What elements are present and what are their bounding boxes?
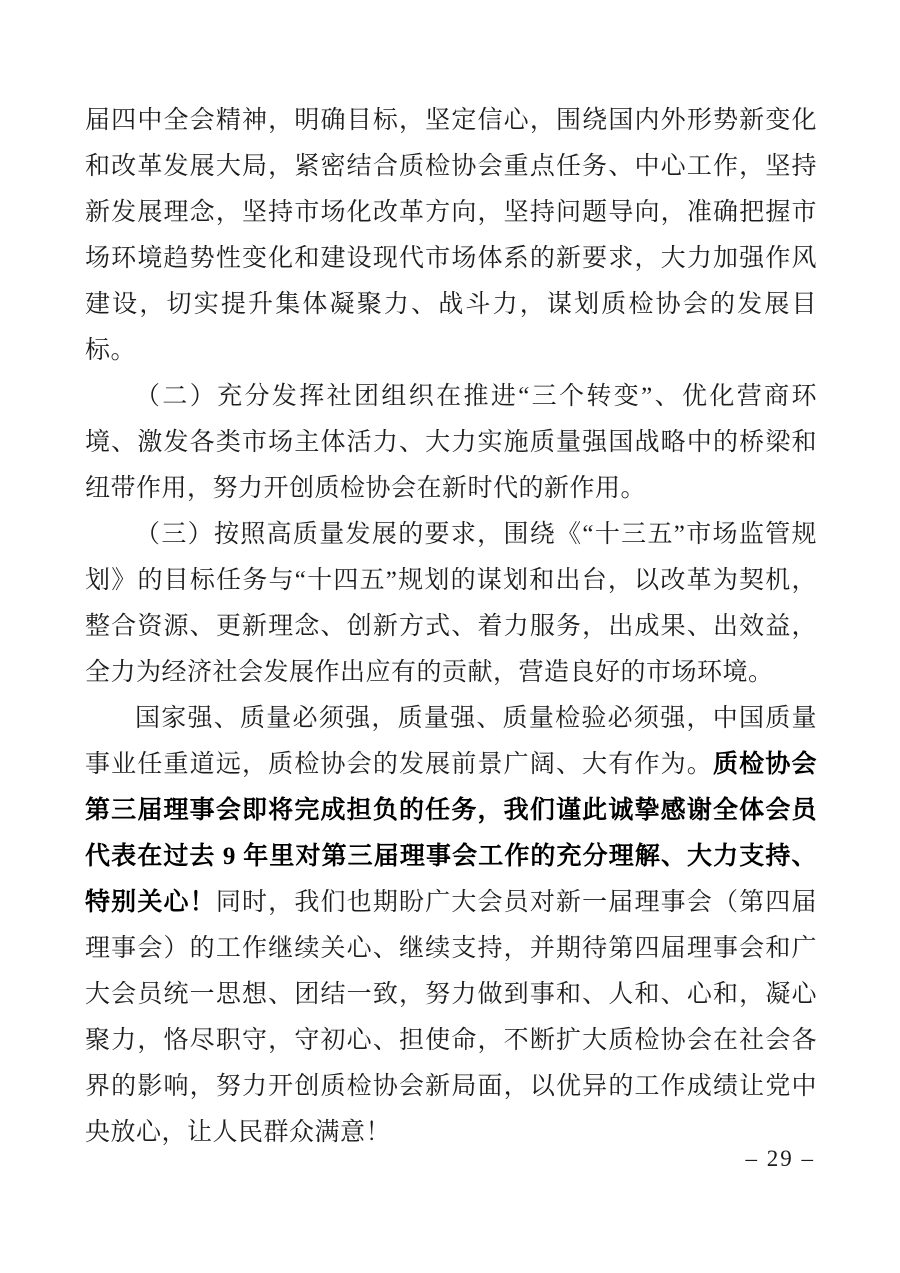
body-text: （三）按照高质量发展的要求，围绕《“十三五”市场监管规划》的目标任务与“十四五”规划的谋划和出台，以改革为契机，整合资源、更新理念、创新方式、着力服务，出成果、出效益，全力为经济社会发展作出应有的贡献，营造良好的市场环境。 bbox=[85, 521, 817, 686]
paragraph bbox=[85, 98, 817, 374]
body-text: 同时，我们也期盼广大会员对新一届理事会（第四届理事会）的工作继续关心、继续支持，并期待第四届理事会和广大会员统一思想、团结一致，努力做到事和、人和、心和，凝心聚力，恪尽职守，守初心、担使命，不断扩大质检协会在社会各界的影响，努力开创质检协会新局面，以优异的工作成绩让党中央放心，让人民群众满意！ bbox=[85, 889, 817, 1146]
body-text: 届四中全会精神，明确目标，坚定信心，围绕国内外形势新变化和改革发展大局，紧密结合质检协会重点任务、中心工作，坚持新发展理念，坚持市场化改革方向，坚持问题导向，准确把握市场环境趋势性变化和建设现代市场体系的新要求，大力加强作风建设，切实提升集体凝聚力、战斗力，谋划质检协会的发展目标。 bbox=[85, 107, 817, 364]
body-text: 国家强、质量必须强，质量强、质量检验必须强，中国质量事业任重道远，质检协会的发展前景广阔、大有作为。 bbox=[85, 705, 817, 778]
document-body bbox=[85, 98, 817, 1156]
paragraph bbox=[85, 696, 817, 1156]
emphasis-text: 质检协会第三届理事会即将完成担负的任务，我们谨此诚挚感谢全体会员代表在过去 9 年里对第三届理事会工作的充分理解、大力支持、特别关心！ bbox=[85, 751, 817, 916]
page-number: – 29 – bbox=[745, 1146, 815, 1171]
body-text: （二）充分发挥社团组织在推进“三个转变”、优化营商环境、激发各类市场主体活力、大力实施质量强国战略中的桥梁和纽带作用，努力开创质检协会在新时代的新作用。 bbox=[85, 383, 817, 502]
paragraph bbox=[85, 512, 817, 696]
paragraph bbox=[85, 374, 817, 512]
